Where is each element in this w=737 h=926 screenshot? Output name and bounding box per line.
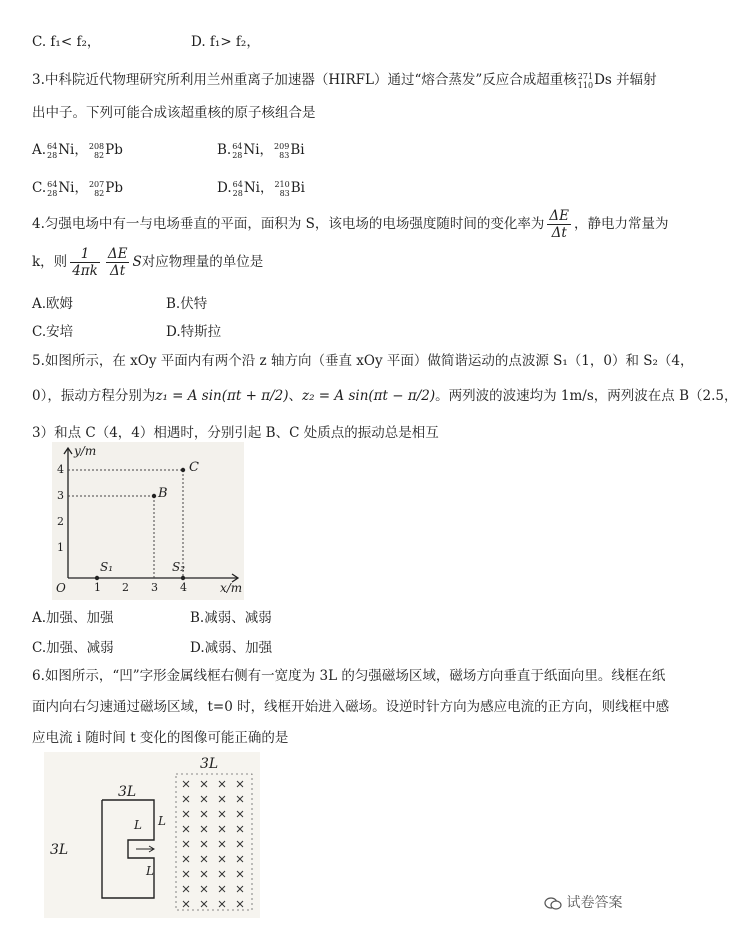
frame-top-label: 3L bbox=[118, 784, 137, 800]
point-b bbox=[152, 494, 156, 498]
x-tick-2: 2 bbox=[122, 581, 129, 594]
q2-option-d: D. f₁> f₂， bbox=[191, 34, 260, 50]
dE-dt-fraction-2: $\frac{\Delta E}{\Delta t}$ bbox=[107, 246, 128, 279]
notch-top-label: L bbox=[134, 818, 142, 832]
y-tick-4: 4 bbox=[57, 463, 64, 476]
q5-coordinate-figure bbox=[52, 442, 244, 600]
field-cross-marks bbox=[183, 781, 243, 907]
q3-option-d: D. 64 28 Ni， 210 83 Bi bbox=[217, 179, 305, 198]
q4-option-c: C.安培 bbox=[32, 324, 74, 340]
origin-label: O bbox=[56, 581, 66, 595]
q4-option-d: D.特斯拉 bbox=[166, 324, 222, 340]
point-b-label: B bbox=[158, 486, 168, 501]
point-s1 bbox=[95, 576, 99, 580]
y-tick-2: 2 bbox=[57, 515, 64, 528]
wave-equation-1: z₁ = A sin(πt + π/2) bbox=[155, 388, 289, 404]
frame-left-label: 3L bbox=[50, 842, 69, 858]
q5-stem-line3: 3）和点 C（4，4）相遇时，分别引起 B、C 处质点的振动总是相互 bbox=[32, 425, 439, 441]
notch-mid-label: L bbox=[158, 814, 166, 828]
q6-stem-line3: 应电流 i 随时间 t 变化的图像可能正确的是 bbox=[32, 730, 289, 746]
q5-option-a: A.加强、加强 bbox=[32, 610, 114, 626]
q3-stem-line1: 3.中科院近代物理研究所利用兰州重离子加速器（HIRFL）通过“熔合蒸发”反应合成超重核 271 110 Ds 并辐射 bbox=[32, 71, 657, 90]
q6-frame-field-figure bbox=[44, 752, 260, 918]
q4-stem-line2: k，则 $\frac{1}{4\pi k}$ $\frac{\Delta E}{\Delta t}$ S对应物理量的单位是 bbox=[32, 246, 264, 279]
x-tick-4: 4 bbox=[180, 581, 187, 594]
wechat-icon bbox=[544, 896, 562, 910]
y-tick-3: 3 bbox=[57, 489, 64, 502]
point-c bbox=[181, 468, 185, 472]
point-s1-label: S₁ bbox=[100, 560, 114, 574]
q4-stem-line1: 4.匀强电场中有一与电场垂直的平面，面积为 S，该电场的电场强度随时间的变化率为 $\frac{\Delta E}{\Delta t}$ ，静电力常量为 bbox=[32, 208, 669, 241]
field-width-label: 3L bbox=[200, 756, 219, 772]
q3-option-b: B. 64 28 Ni， 209 83 Bi bbox=[217, 141, 305, 160]
q5-option-b: B.减弱、减弱 bbox=[190, 610, 272, 626]
x-tick-3: 3 bbox=[151, 581, 158, 594]
y-tick-1: 1 bbox=[57, 541, 64, 554]
q3-stem-line2: 出中子。下列可能合成该超重核的原子核组合是 bbox=[32, 105, 316, 121]
q6-stem-line1: 6.如图所示，“凹”字形金属线框右侧有一宽度为 3L 的匀强磁场区域，磁场方向垂直于纸面向里。线框在纸 bbox=[32, 668, 666, 684]
watermark: 试卷答案 bbox=[544, 892, 622, 912]
q5-stem-line1: 5.如图所示，在 xOy 平面内有两个沿 z 轴方向（垂直 xOy 平面）做简谐运动的点波源 S₁（1，0）和 S₂（4， bbox=[32, 353, 694, 369]
x-tick-1: 1 bbox=[94, 581, 101, 594]
q4-option-b: B.伏特 bbox=[166, 296, 208, 312]
q5-option-c: C.加强、减弱 bbox=[32, 640, 114, 656]
q3-option-a: A. 64 28 Ni， 208 82 Pb bbox=[32, 141, 123, 160]
one-over-4pik-fraction: $\frac{1}{4\pi k}$ bbox=[72, 246, 98, 279]
q6-stem-line2: 面内向右匀速通过磁场区域，t=0 时，线框开始进入磁场。设逆时针方向为感应电流的正方向，则线框中感 bbox=[32, 699, 670, 715]
y-axis-label: y/m bbox=[74, 444, 97, 458]
wave-equation-2: z₂ = A sin(πt − π/2) bbox=[301, 388, 436, 404]
point-s2-label: S₂ bbox=[172, 560, 186, 574]
dE-dt-fraction: $\frac{\Delta E}{\Delta t}$ bbox=[549, 208, 570, 241]
q5-stem-line2: 0），振动方程分别为z₁ = A sin(πt + π/2)、z₂ = A sin(πt − π/2)。两列波的波速均为 1m/s，两列波在点 B（2.5， bbox=[32, 388, 737, 404]
point-s2 bbox=[181, 576, 185, 580]
q3-option-c: C. 64 28 Ni， 207 82 Pb bbox=[32, 179, 123, 198]
q4-option-a: A.欧姆 bbox=[32, 296, 74, 312]
q2-option-c: C. f₁< f₂， bbox=[32, 34, 101, 50]
notch-bottom-label: L bbox=[146, 864, 154, 878]
point-c-label: C bbox=[189, 460, 199, 475]
q5-option-d: D.减弱、加强 bbox=[190, 640, 273, 656]
ds-isotope-notation: 271 110 bbox=[577, 71, 594, 90]
x-axis-label: x/m bbox=[220, 581, 243, 595]
